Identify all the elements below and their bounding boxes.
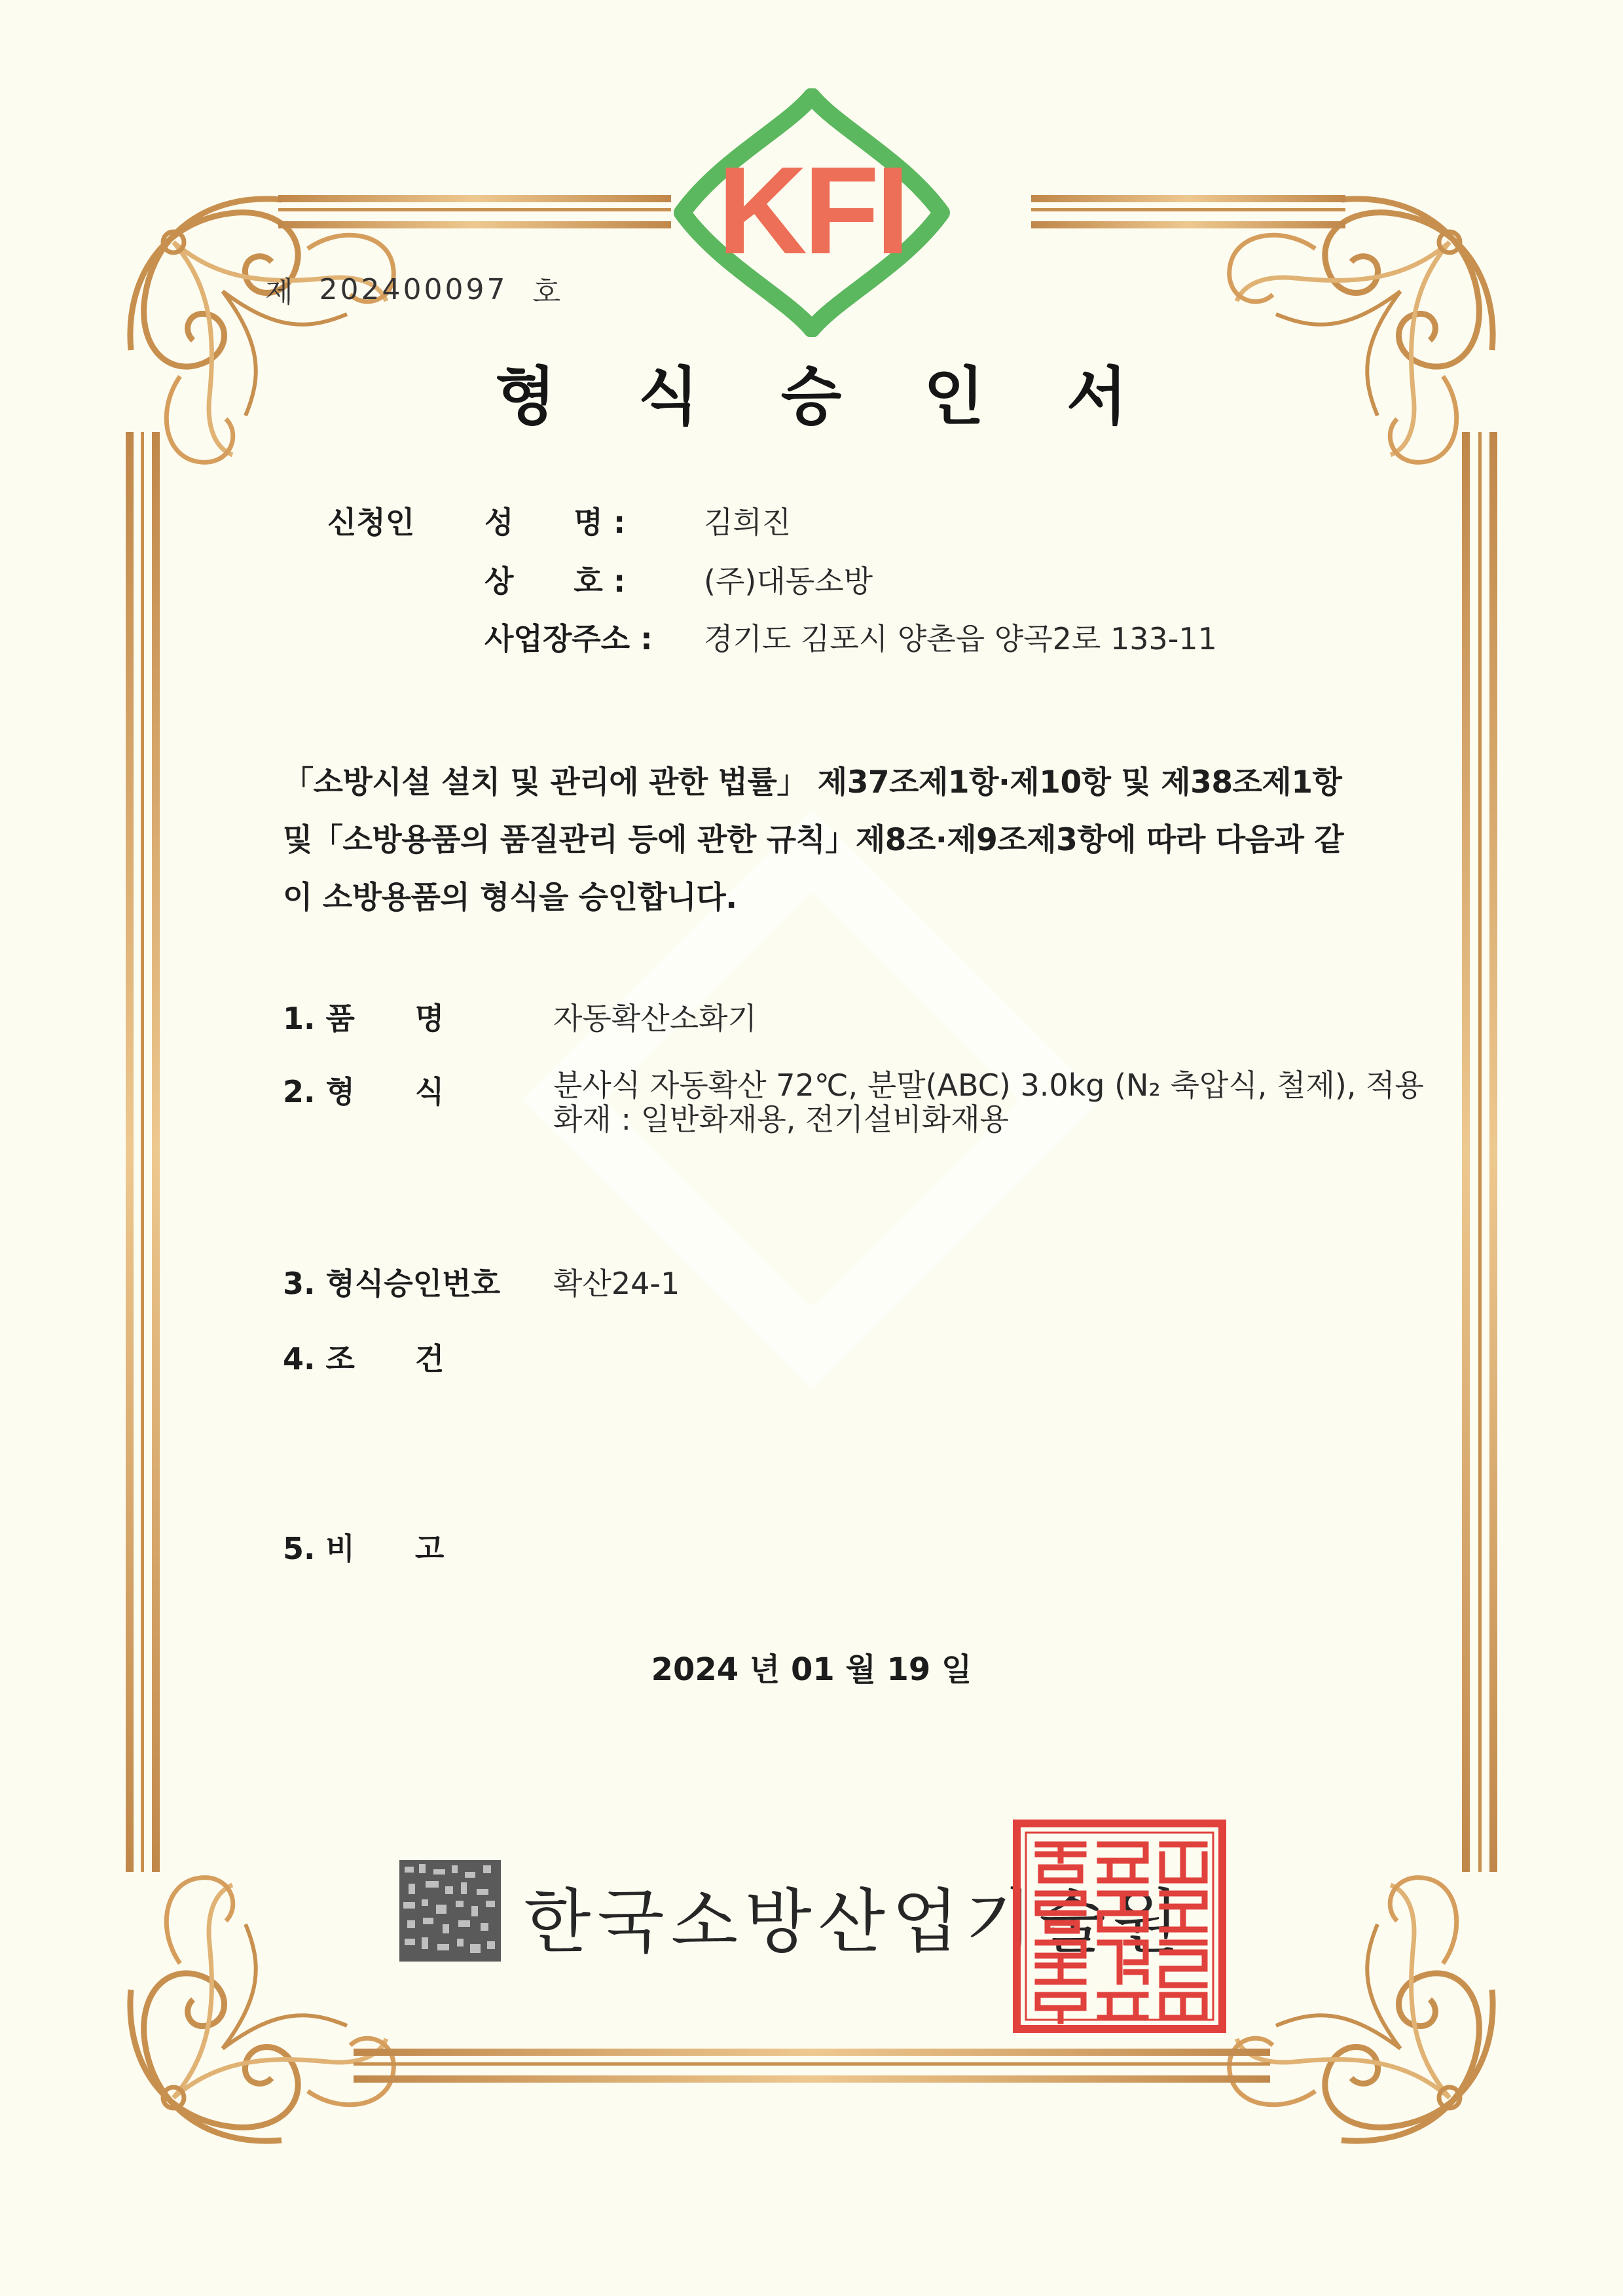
certificate-number bbox=[265, 268, 562, 310]
item-approval-number-value: 확산24-1 bbox=[553, 1266, 680, 1301]
item-conditions-label: 4. 조 건 bbox=[283, 1341, 445, 1376]
item-type-label: 2. 형 식 bbox=[283, 1074, 445, 1109]
item-product-name-label: 1. 품 명 bbox=[283, 1001, 445, 1036]
certificate-number-suffix: 호 bbox=[532, 276, 562, 309]
applicant-name-value: 김희진 bbox=[704, 505, 792, 540]
official-red-seal bbox=[1012, 1818, 1228, 2034]
company-name-label: 상 호 : bbox=[484, 564, 626, 599]
item-approval-number-label: 3. 형식승인번호 bbox=[283, 1266, 501, 1301]
hologram-security-stamp bbox=[399, 1860, 501, 1962]
issue-date: 2024 년 01 월 19 일 bbox=[651, 1651, 972, 1688]
item-type-value: 분사식 자동확산 72℃, 분말(ABC) 3.0kg (N₂ 축압식, 철제), 적용화재 : 일반화재용, 전기설비화재용 bbox=[553, 1067, 1424, 1137]
document-title: 형 식 승 인 서 bbox=[495, 360, 1128, 433]
applicant-section-label: 신청인 bbox=[327, 505, 415, 540]
business-address-label: 사업장주소 : bbox=[484, 621, 653, 656]
applicant-name-label: 성 명 : bbox=[484, 505, 626, 540]
kfi-logo-text: KFI bbox=[717, 141, 907, 280]
business-address-value: 경기도 김포시 양촌읍 양곡2로 133-11 bbox=[704, 621, 1217, 656]
legal-basis-statement: 「소방시설 설치 및 관리에 관한 법률」 제37조제1항·제10항 및 제38조제1항 및「소방용품의 품질관리 등에 관한 규칙」제8조·제9조제3항에 따라 다음과 같이 소방용품의 형식을 승인합니다. bbox=[283, 764, 1344, 916]
certificate-number-prefix: 제 bbox=[265, 276, 295, 309]
issuing-organization: 한국소방산업기술원 bbox=[524, 1882, 1186, 1962]
company-name-value: (주)대동소방 bbox=[704, 564, 873, 599]
certificate-number-value: 202400097 bbox=[319, 272, 508, 306]
item-remarks-label: 5. 비 고 bbox=[283, 1531, 445, 1566]
item-product-name-value: 자동확산소화기 bbox=[553, 1001, 757, 1036]
kfi-logo bbox=[668, 88, 956, 337]
